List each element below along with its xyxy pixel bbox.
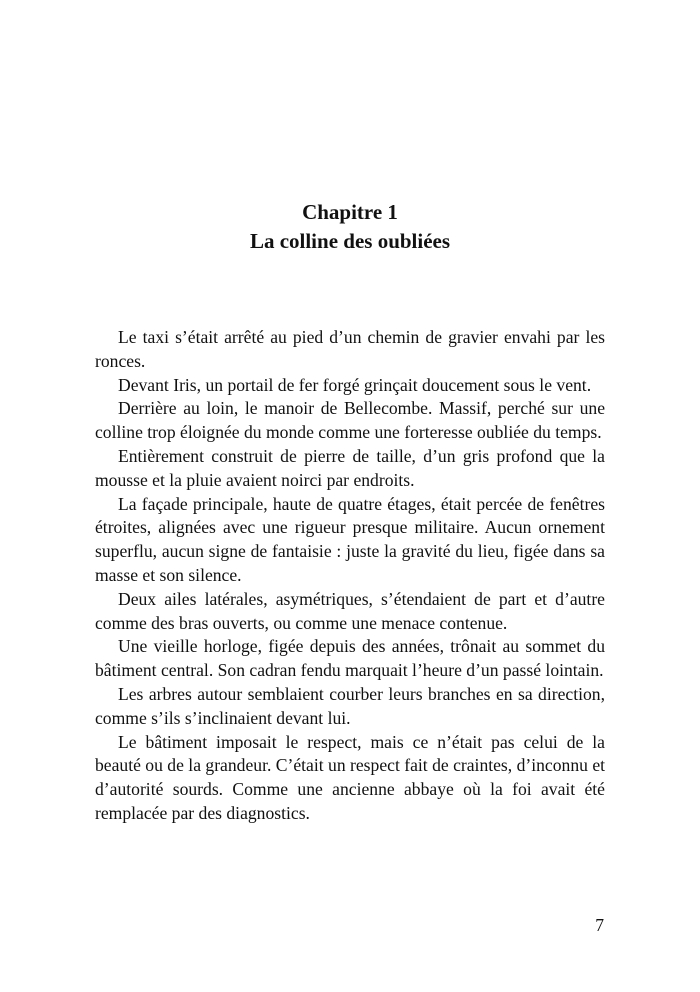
paragraph: Entièrement construit de pierre de taille, d’un gris profond que la mousse et la pluie avaient noirci par endroits. — [95, 445, 605, 490]
paragraph: Une vieille horloge, figée depuis des années, trônait au sommet du bâtiment central. Son cadran fendu marquait l’heure d’un passé lointain. — [95, 636, 605, 681]
paragraph: Derrière au loin, le manoir de Bellecombe. Massif, perché sur une colline trop éloignée du monde comme une forteresse oubliée du temps. — [95, 398, 605, 443]
paragraph: Le taxi s’était arrêté au pied d’un chemin de gravier envahi par les ronces. — [95, 327, 605, 371]
paragraph: Deux ailes latérales, asymétriques, s’étendaient de part et d’autre comme des bras ouverts, ou comme une menace contenue. — [95, 588, 605, 633]
paragraph: Le bâtiment imposait le respect, mais ce n’était pas celui de la beauté ou de la grandeur. C’était un respect fait de craintes, d’inconnu et d’autorité sourds. Comme une ancienne abbaye où la foi avait été remplacée par des diagnostics. — [95, 731, 606, 823]
page-number: 7 — [595, 915, 604, 935]
paragraph: Les arbres autour semblaient courber leurs branches en sa direction, comme s’ils s’inclinaient devant lui. — [95, 683, 605, 728]
chapter-body — [95, 326, 605, 826]
chapter-number: Chapitre 1 — [302, 200, 398, 224]
chapter-heading — [0, 198, 700, 256]
paragraph: La façade principale, haute de quatre étages, était percée de fenêtres étroites, alignées avec une rigueur presque militaire. Aucun ornement superflu, aucun signe de fantaisie : juste la gravité du lieu, figée dans sa masse et son silence. — [95, 493, 605, 585]
paragraph: Devant Iris, un portail de fer forgé grinçait doucement sous le vent. — [118, 374, 592, 395]
chapter-title: La colline des oubliées — [249, 229, 451, 253]
